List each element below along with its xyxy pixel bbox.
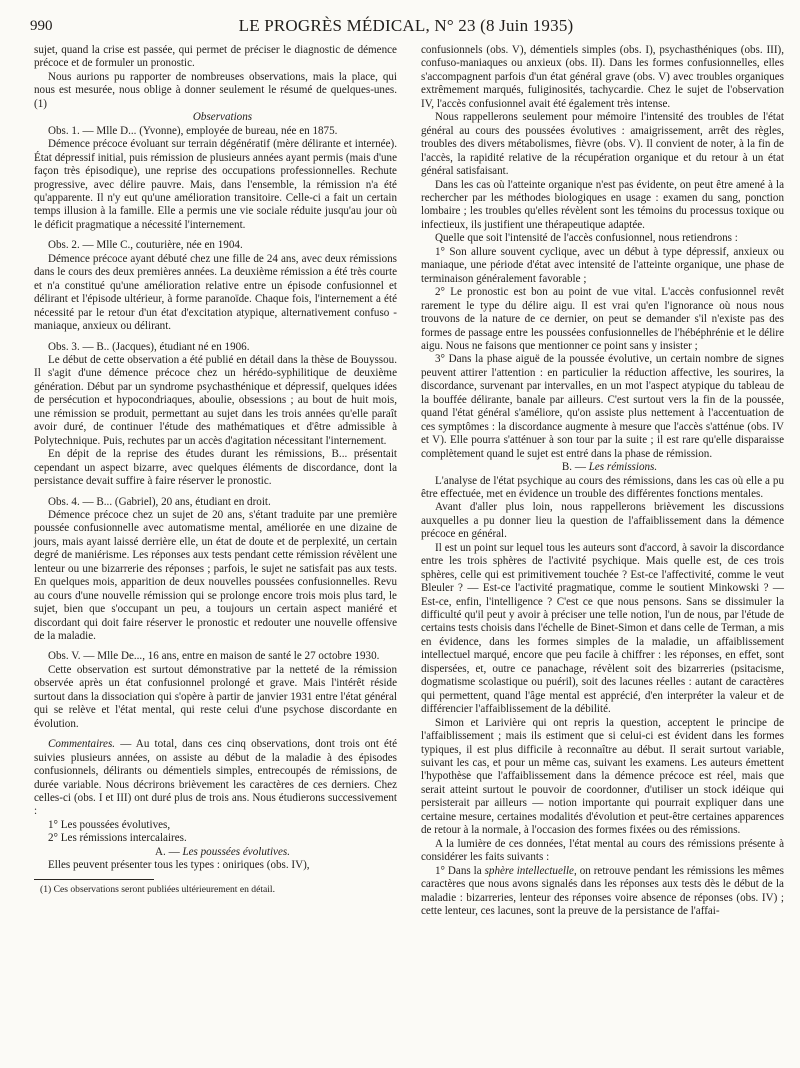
section-title: Les poussées évolutives.: [182, 845, 290, 858]
paragraph: 3° Dans la phase aiguë de la poussée évolutive, un certain nombre de signes peuvent attirer l'attention : en particulier la réduction affective, les sourires, la discordance, survenant par intervalles, en un mot l'aspect atypique du tableau de la bouffée délirante, banale par ailleurs. C'est surtout vers la fin de la poussée, quand l'état général s'améliore, qu'on assiste plus nettement à l'accentuation de ces symptômes : la discordance augmente à mesure que l'accès s'atténue (obs. IV et V). Elle pourra s'atténuer à son tour par la suite ; il est rare qu'elle disparaisse complètement quand le sujet est entré dans la phase de rémission.: [421, 353, 784, 460]
italic-run: sphère intellectuelle: [484, 864, 574, 877]
footnote: (1) Ces observations seront publiées ultérieurement en détail.: [40, 883, 275, 895]
paragraph: Le début de cette observation a été publié en détail dans la thèse de Bouyssou. Il s'agit d'une démence précoce chez un hérédo-syphilitique de deuxième génération. Début par un syndrome psychasthénique et dépressif, quelques idées de persécution et hypocondriaques, aboulie, obsessions ; au bout de huit mois, une rémission se produit, permettant au sujet dans les trois années qu'elle paraît avoir duré, de continuer l'étude des mathématiques et d'être admissible à Polytechnique. Puis, rechutes par un accès d'agitation nécessitant l'internement.: [34, 353, 397, 447]
paragraph: Nous aurions pu rapporter de nombreuses observations, mais la place, qui nous est mesurée, nous oblige à donner seulement le résumé de quelques-unes. (1): [34, 70, 397, 110]
paragraph: Nous rappellerons seulement pour mémoire l'intensité des troubles de l'état général au cours des poussées évolutives : amaigrissement, arrêt des règles, troubles des divers métabolismes, fièvre (obs. V). Il convient de noter, à la fin de l'accès, la rapidité relative de la récupération organique et du retour à un état général satisfaisant.: [421, 111, 784, 178]
page-number: 990: [30, 18, 53, 34]
paragraph: confusionnels (obs. V), démentiels simples (obs. I), psychasthéniques (obs. III), confuso-maniaques ou anxieux (obs. II). Dans les formes confusionnelles, elles s'accompagnent parfois d'un état général grave (obs. V) avec troubles organiques extrêmement marqués, fuliginosités, tachycardie. Chez le sujet de l'observation IV, l'accès confusionnel avait été également très intense.: [421, 44, 784, 110]
paragraph: En dépit de la reprise des études durant les rémissions, B... présentait cependant un aspect bizarre, avec quelques éléments de discordance, dont la persistance devait suffire à faire réserver le pronostic.: [34, 448, 397, 488]
section-heading-b: [421, 461, 784, 474]
observation-title: Obs. 2. — Mlle C., couturière, née en 1904.: [48, 239, 243, 252]
section-title: Les rémissions.: [588, 461, 658, 474]
section-prefix: B. —: [561, 461, 586, 474]
running-title: LE PROGRÈS MÉDICAL, N° 23 (8 Juin 1935): [238, 16, 574, 35]
list-item: 2° Les rémissions intercalaires.: [48, 832, 187, 845]
paragraph: 2° Le pronostic est bon au point de vue vital. L'accès confusionnel revêt rarement le type du délire aigu. Il est vrai qu'en l'ignorance où nous nous trouvons de la nature de ce dernier, on peut se demander s'il n'existe pas des formes de passage entre les poussées confusionnelles de l'hébéphrénie et le délire aigu. Nous ne faisons que mentionner ce point sans y insister ;: [421, 286, 784, 352]
section-heading-observations: Observations: [192, 111, 253, 124]
commentaires-paragraph: [34, 738, 397, 819]
left-column: [34, 44, 397, 896]
paragraph: Elles peuvent présenter tous les types : oniriques (obs. IV),: [48, 859, 310, 872]
right-column: [421, 44, 784, 918]
paragraph: Quelle que soit l'intensité de l'accès confusionnel, nous retiendrons :: [435, 232, 738, 245]
paragraph: Dans les cas où l'atteinte organique n'est pas évidente, on peut être amené à la rechercher par les méthodes biologiques en usage : examen du sang, ponction lombaire ; les troubles qu'elles révèlent sont les témoins du processus toxique ou infectieux, ils justifient une thérapeutique adaptée.: [421, 178, 784, 231]
paragraph: A la lumière de ces données, l'état mental au cours des rémissions présente à considérer les faits suivants :: [421, 837, 784, 864]
section-heading-a: [34, 846, 397, 859]
text-run: , on retrouve pendant les rémissions les mêmes caractères que nous avons signalés dans les réponses aux tests dès le début de la maladie : bizarreries, lenteur des réponses voire absence de réponses (obs. IV) ; cette lenteur, ces lacunes, sont la preuve de la persistance de l'affai-: [421, 864, 784, 917]
paragraph: [421, 865, 784, 919]
text-run: 1° Dans la: [435, 864, 485, 877]
observation-title: Obs. 4. — B... (Gabriel), 20 ans, étudiant en droit.: [48, 495, 271, 508]
observation-title: Obs. 1. — Mlle D... (Yvonne), employée de bureau, née en 1875.: [48, 124, 338, 137]
paragraph: Démence précoce ayant débuté chez une fille de 24 ans, avec deux rémissions dans le cours des deux premières années. La deuxième rémission a été très courte et n'a constitué qu'une amélioration relative entre un épisode confusionnel et délirant et l'épisode ultérieur, à forme paranoïde. Chaque fois, l'internement a été nécessité par le retour d'un état d'excitation atypique, alternativement confuso - maniaque, anxieux ou délirant.: [34, 252, 397, 333]
list-item: 1° Les poussées évolutives,: [48, 818, 171, 831]
paragraph: Avant d'aller plus loin, nous rappellerons brièvement les discussions auxquelles a pu donner lieu la question de l'affaiblissement dans la démence précoce en général.: [421, 501, 784, 541]
paragraph: sujet, quand la crise est passée, qui permet de préciser le diagnostic de démence précoce et de formuler un pronostic.: [34, 44, 397, 70]
paragraph: Simon et Larivière qui ont repris la question, acceptent le principe de l'affaiblissement ; mais ils estiment que si celui-ci est évident dans les formes typiques, il est plus difficile à reconnaître au début. Il serait surtout variable, suivant les cas, et pour un même cas, suivant les examens. Les auteurs émettent l'hypothèse que l'affaiblissement dans la démence précoce est réel, mais que serait atteint surtout le pouvoir de coordonner, d'utiliser un stock idéique qui persisterait par ailleurs — notion importante qui pourrait expliquer dans une certaine mesure, certaines modalités d'évolution et peut-être certaines apparences de retour à la normale, à l'occasion des formes fixées ou des rémissions.: [421, 716, 784, 837]
running-header: [30, 14, 782, 40]
paragraph: Il est un point sur lequel tous les auteurs sont d'accord, à savoir la discordance entre les trois sphères de l'activité psychique. Mais quelle est, de ces trois sphères, celle qui est primitivement touchée ? Est-ce l'affectivité, comme le veut Bleuler ? — Est-ce l'activité pragmatique, comme le soutient Minkowski ? — Est-ce, enfin, l'intelligence ? C'est ce que nous pensons. Sans se dissimuler la difficulté qu'il peut y avoir à préciser une telle notion, l'un de nous, par l'étude de certains tests choisis dans l'échelle de Binet-Simon et dans celle de Terman, a mis en évidence, dans les formes simples de la maladie, un affaiblissement intellectuel marqué, encore que peu facile à chiffrer : les réponses, en effet, sont dispersées, et, outre ce panachage, révèlent soit des bizarreries (psitacisme, dogmatisme scolastique ou puéril), soit des lacunes réelles : autant de caractères qui permettent, quand l'âge mental est apprécié, d'en interpréter la valeur et de différencier l'affaiblissement de la débilité.: [421, 541, 784, 716]
paragraph: Démence précoce chez un sujet de 20 ans, s'étant traduite par une première poussée confusionnelle avec automatisme mental, améliorée en une dizaine de jours, mais ayant laissé derrière elle, un état de doute et de perplexité, un certain degré de maniérisme. Les réponses aux tests pendant cette rémission révèlent une lenteur ou une bizarrerie des réponses ; parfois, le sujet ne satisfait pas aux tests. En quelques mois, apparition de deux nouvelles poussées confusionnelles. Revu au cours d'une nouvelle rémission qui se prolonge encore trois mois plus tard, le sujet, bien que s'occupant un peu, a toujours un certain aspect maniéré et discordant qui doit faire réserver le pronostic et redouter une nouvelle offensive de la maladie.: [34, 508, 397, 643]
footnote-rule: [34, 879, 154, 880]
section-prefix: A. —: [155, 845, 180, 858]
observation-title: Obs. V. — Mlle De..., 16 ans, entre en maison de santé le 27 octobre 1930.: [48, 650, 380, 663]
paragraph: Cette observation est surtout démonstrative par la netteté de la rémission observée après un état confusionnel prolongé et grave. Mais l'intérêt réside surtout dans la dissociation qui s'opère à partir de janvier 1931 entre l'état général qui se relève et l'état mental, qui reste celui d'une psychose discordante en évolution.: [34, 663, 397, 730]
paragraph: L'analyse de l'état psychique au cours des rémissions, dans les cas où elle a pu être effectuée, met en évidence un trouble des différentes fonctions mentales.: [421, 474, 784, 500]
paragraph: Démence précoce évoluant sur terrain dégénératif (mère délirante et internée). État dépressif initial, puis rémission de plusieurs années ayant permis (mais d'une façon très épisodique), une reprise des occupations professionnelles. Rechute progressive, avec délire pauvre. Mais, dans l'ensemble, la rémission n'a été qu'apparente. Il n'y eut qu'une amélioration transitoire. Celle-ci a fait un certain temps illusion à la famille. Elle a permis une vie sociale réduite jusqu'au jour où le déficit pragmatique a nécessité l'internement.: [34, 138, 397, 231]
observation-title: Obs. 3. — B.. (Jacques), étudiant né en 1906.: [48, 340, 250, 353]
commentaires-label: Commentaires.: [48, 738, 116, 751]
paragraph: 1° Son allure souvent cyclique, avec un début à type dépressif, anxieux ou maniaque, une période d'état avec intensité de l'atteinte organique, une phase de terminaison généralement favorable ;: [421, 245, 784, 285]
commentaires-text: — Au total, dans ces cinq observations, dont trois ont été suivies plusieurs années, on assiste au début de la maladie à des épisodes confusionnels, délirants ou démentiels simples, entrecoupés de rémissions, de durée variable. Nous décrirons brièvement les caractères de ces derniers. Chez celles-ci (obs. I et III) ont duré plus de trois ans. Nous étudierons successivement :: [34, 738, 397, 818]
